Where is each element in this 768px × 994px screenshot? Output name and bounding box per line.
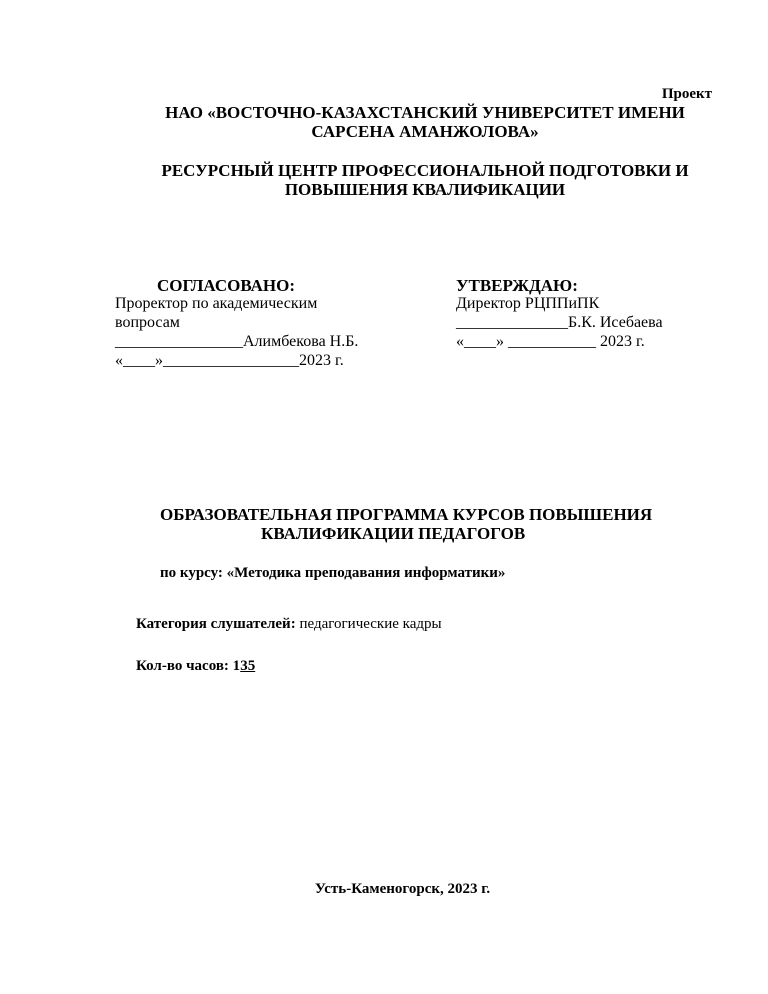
program-title-line1: ОБРАЗОВАТЕЛЬНАЯ ПРОГРАММА КУРСОВ ПОВЫШЕНИЯ: [160, 505, 653, 524]
listener-category-value: педагогические кадры: [295, 616, 442, 632]
approve-date-line: «____» ___________ 2023 г.: [456, 333, 645, 350]
university-name-line2: САРСЕНА АМАНЖОЛОВА»: [311, 122, 539, 141]
approve-position-line: Директор РЦППиПК: [456, 295, 600, 312]
hours-count: [136, 658, 255, 675]
city-year: Усть-Каменогорск, 2023 г.: [314, 881, 491, 897]
approve-signature-line: ______________Б.К. Исебаева: [456, 314, 663, 331]
program-title-line2: КВАЛИФИКАЦИИ ПЕДАГОГОВ: [261, 524, 526, 543]
approve-title: УТВЕРЖДАЮ:: [456, 276, 578, 295]
university-name-line1: НАО «ВОСТОЧНО-КАЗАХСТАНСКИЙ УНИВЕРСИТЕТ ИМЕНИ: [165, 103, 685, 122]
hours-label: Кол-во часов: 1: [136, 658, 241, 674]
course-name: по курсу: «Методика преподавания информатики»: [160, 565, 506, 581]
listener-category-label: Категория слушателей:: [136, 616, 296, 632]
center-name-line1: РЕСУРСНЫЙ ЦЕНТР ПРОФЕССИОНАЛЬНОЙ ПОДГОТОВКИ И: [161, 161, 689, 180]
agreed-position-line1: Проректор по академическим: [115, 295, 318, 312]
listener-category: [136, 616, 442, 633]
center-name-line2: ПОВЫШЕНИЯ КВАЛИФИКАЦИИ: [284, 180, 566, 199]
project-label: Проект: [661, 86, 712, 102]
hours-value: 35: [240, 658, 256, 674]
agreed-position-line2: вопросам: [115, 314, 180, 331]
agreed-title: СОГЛАСОВАНО:: [157, 276, 296, 295]
agreed-date-line: «____»_________________2023 г.: [115, 352, 344, 369]
agreed-signature-line: ________________Алимбекова Н.Б.: [115, 333, 359, 350]
